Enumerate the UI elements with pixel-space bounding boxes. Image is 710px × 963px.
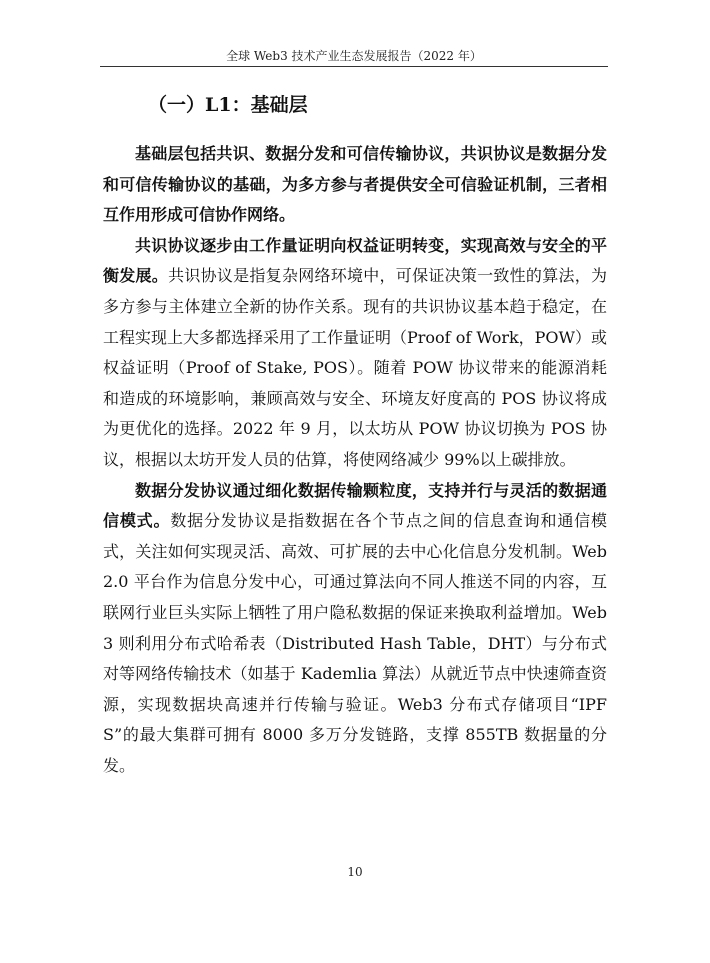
paragraph-lead: 数据分发协议通过细化数据传输颗粒度，支持并行与灵活的数据通信模式。 <box>103 480 607 531</box>
paragraph-text: 共识协议是指复杂网络环境中，可保证决策一致性的算法，为多方参与主体建立全新的协作关系。现有的共识协议基本趋于稳定，在工程实现上大多都选择采用了工作量证明（Proof of Work，POW）或权益证明（Proof of Stake, POS）。随着 POW 协议带来的能源消耗和造成的环境影响，兼顾高效与安全、环境友好度高的 POS 协议将成为更优化的选择。2022 年 9 月，以太坊从 POW 协议切换为 POS 协议，根据以太坊开发人员的估算，将使网络减少 99%以上碳排放。 <box>103 266 607 469</box>
paragraph-lead: 共识协议逐步由工作量证明向权益证明转变，实现高效与安全的平衡发展。 <box>103 235 607 286</box>
paragraph-text: 数据分发协议是指数据在各个节点之间的信息查询和通信模式，关注如何实现灵活、高效、可扩展的去中心化信息分发机制。Web2.0 平台作为信息分发中心，可通过算法向不同人推送不同的内容，互联网行业巨头实际上牺牲了用户隐私数据的保证来换取利益增加。Web3 则利用分布式哈希表（Distributed Hash Table，DHT）与分布式对等网络传输技术（如基于 Kademlia 算法）从就近节点中快速筛查资源，实现数据块高速并行传输与验证。Web3 分布式存储项目“IPFS”的最大集群可拥有 8000 多万分发链路，支撑 855TB 数据量的分发。 <box>103 511 607 775</box>
paragraph-lead: 基础层包括共识、数据分发和可信传输协议，共识协议是数据分发和可信传输协议的基础，为多方参与者提供安全可信验证机制，三者相互作用形成可信协作网络。 <box>103 144 607 225</box>
header-rule <box>100 66 608 67</box>
paragraph-data-distribution <box>103 476 607 782</box>
body-text <box>103 139 607 781</box>
paragraph-foundation-layer <box>103 139 607 231</box>
running-header: 全球 Web3 技术产业生态发展报告（2022 年） <box>226 49 482 63</box>
paragraph-consensus <box>103 231 607 476</box>
section-title: （一）L1：基础层 <box>148 94 308 116</box>
page-number: 10 <box>347 865 363 879</box>
